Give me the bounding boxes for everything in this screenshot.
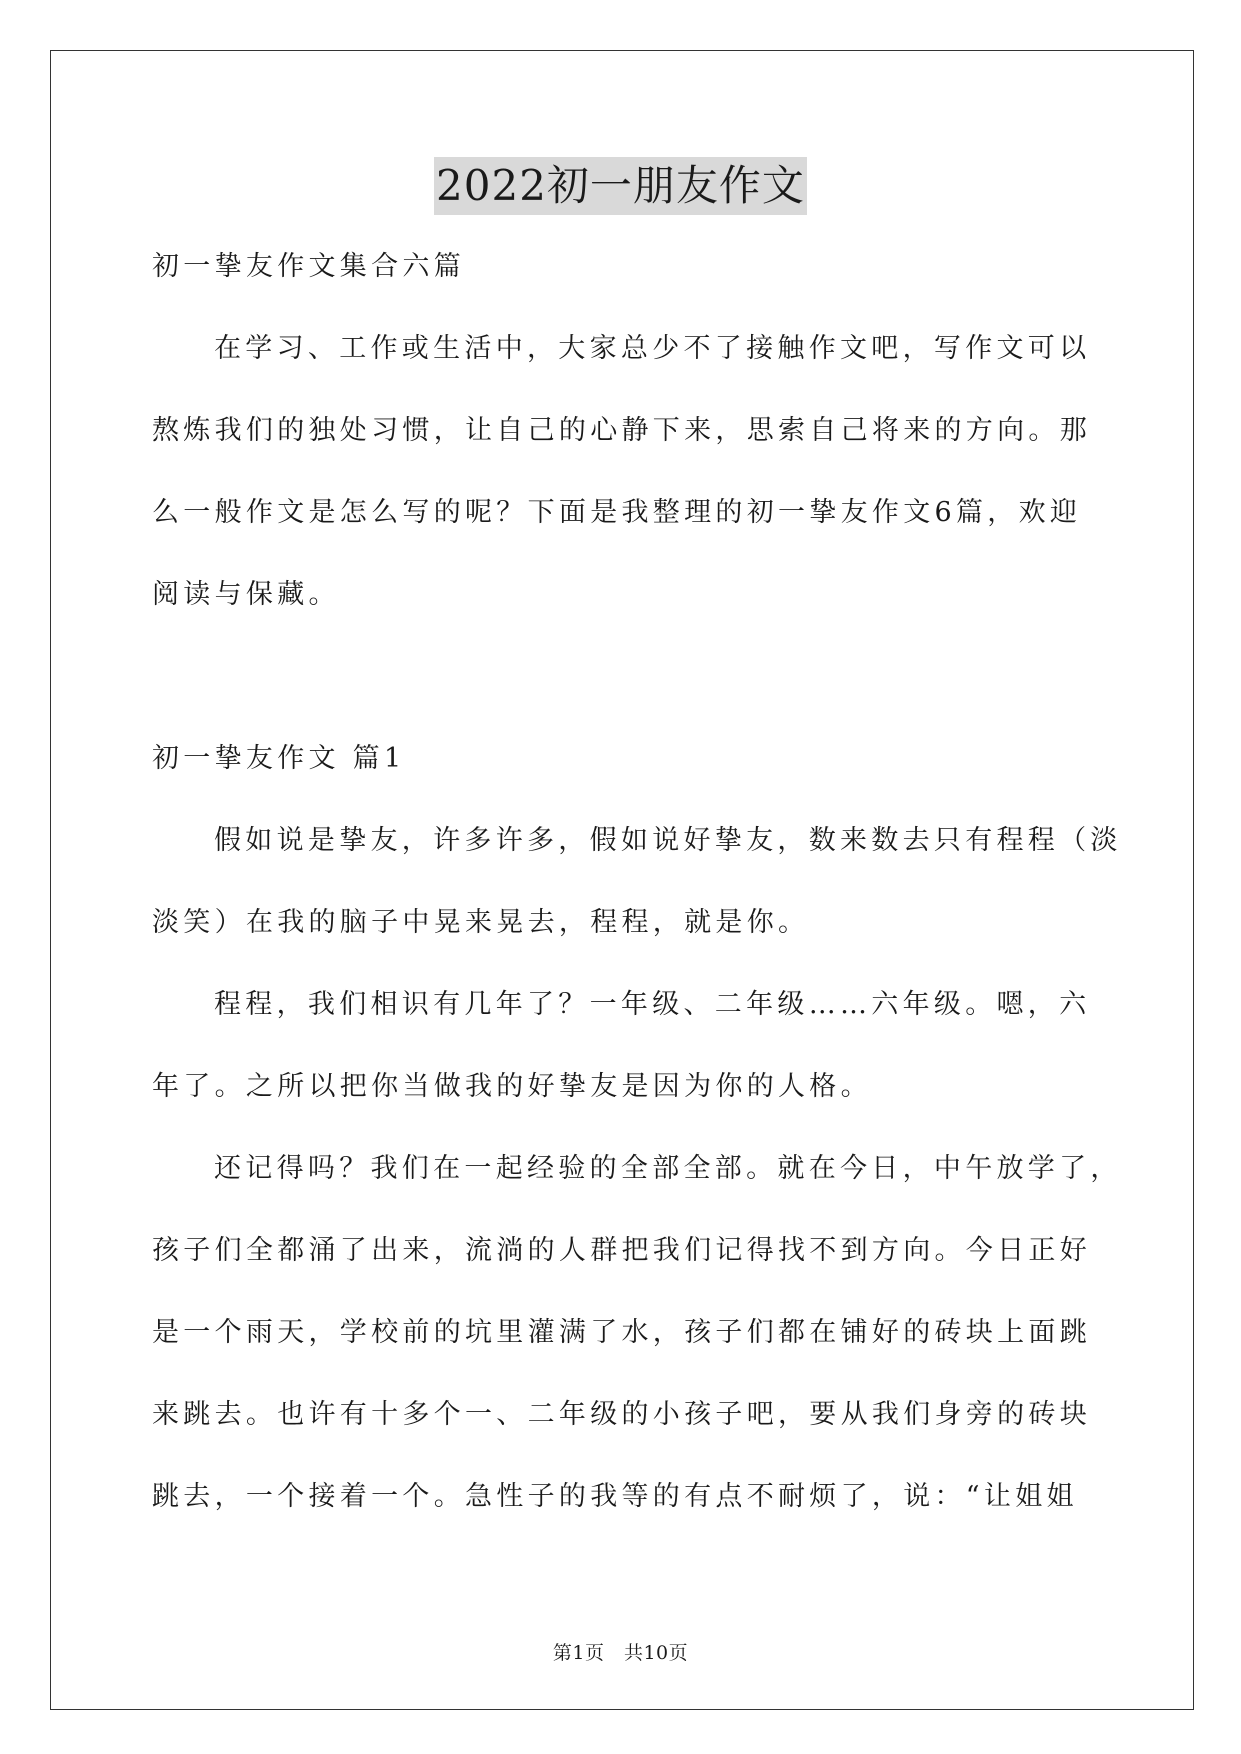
page-footer: 第1页 共10页 <box>552 1642 689 1664</box>
paragraph-line: 还记得吗？我们在一起经验的全部全部。就在今日，中午放学了， <box>214 1153 1122 1184</box>
paragraph-line: 么一般作文是怎么写的呢？下面是我整理的初一挚友作文6篇，欢迎 <box>152 497 1082 528</box>
paragraph-line: 孩子们全都涌了出来，流淌的人群把我们记得找不到方向。今日正好 <box>152 1235 1091 1266</box>
document-body <box>152 238 1122 1550</box>
paragraph-line: 年了。之所以把你当做我的好挚友是因为你的人格。 <box>152 1071 872 1102</box>
paragraph-line: 程程，我们相识有几年了？一年级、二年级……六年级。嗯，六 <box>214 989 1091 1020</box>
paragraph-line: 淡笑）在我的脑子中晃来晃去，程程，就是你。 <box>152 907 810 938</box>
blank-line <box>152 648 1097 730</box>
section-heading: 初一挚友作文 篇1 <box>152 743 406 774</box>
title-container <box>0 157 1241 215</box>
subtitle: 初一挚友作文集合六篇 <box>152 251 465 282</box>
document-title: 2022初一朋友作文 <box>434 157 807 215</box>
paragraph-line: 熬炼我们的独处习惯，让自己的心静下来，思索自己将来的方向。那 <box>152 415 1091 446</box>
paragraph-line: 阅读与保藏。 <box>152 579 340 610</box>
paragraph-line: 跳去，一个接着一个。急性子的我等的有点不耐烦了，说：“让姐姐 <box>152 1481 1078 1512</box>
paragraph-line: 假如说是挚友，许多许多，假如说好挚友，数来数去只有程程（淡 <box>214 825 1122 856</box>
paragraph-line: 来跳去。也许有十多个一、二年级的小孩子吧，要从我们身旁的砖块 <box>152 1399 1091 1430</box>
paragraph-line: 在学习、工作或生活中，大家总少不了接触作文吧，写作文可以 <box>214 333 1091 364</box>
paragraph-line: 是一个雨天，学校前的坑里灌满了水，孩子们都在铺好的砖块上面跳 <box>152 1317 1091 1348</box>
